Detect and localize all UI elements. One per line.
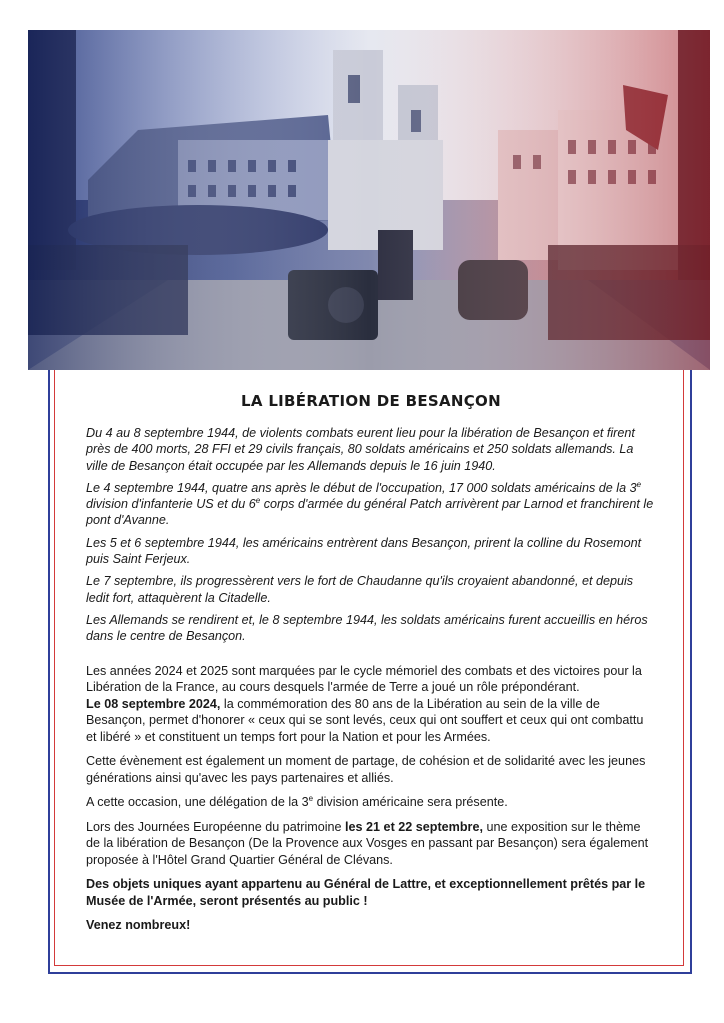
closing-text: Venez nombreux!	[86, 918, 191, 933]
history-section	[86, 425, 656, 645]
closing-paragraph	[86, 917, 656, 934]
history-paragraph: Du 4 au 8 septembre 1944, de violents combats eurent lieu pour la libération de Besançon et firent près de 400 morts, 28 FFI et 29 civils français, 80 soldats américains et 250 soldats allemands. La ville de Besançon était occupée par les Allemands depuis le 16 juin 1940.	[86, 426, 635, 473]
delegation-text-a: A cette occasion, une délégation de la 3	[86, 795, 309, 810]
history-paragraph: Le 7 septembre, ils progressèrent vers le fort de Chaudanne qu'ils croyaient abandonné, et depuis ledit fort, attaquèrent la Citadelle.	[86, 574, 634, 605]
heritage-paragraph	[86, 819, 656, 869]
heritage-dates: les 21 et 22 septembre,	[345, 819, 483, 834]
sharing-paragraph: Cette évènement est également un moment de partage, de cohésion et de solidarité avec les jeunes générations ainsi qu'avec les pays partenaires et alliés.	[86, 754, 646, 785]
commemoration-date-paragraph	[86, 696, 656, 746]
ordinal-sup: e	[255, 496, 261, 505]
commemoration-paragraph: Les années 2024 et 2025 sont marquées par le cycle mémoriel des combats et des victoires pour la Libération de la France, au cours desquels l'armée de Terre a joué un rôle prépondérant.	[86, 663, 642, 695]
history-paragraph: Les 5 et 6 septembre 1944, les américains entrèrent dans Besançon, prirent la colline du Rosemont puis Saint Ferjeux.	[86, 535, 642, 567]
article	[86, 392, 656, 942]
heritage-text-b: une exposition sur le thème de la libération de Besançon (De la Provence aux Vosges en passant par Besançon) sera également proposée à l'Hôtel Grand Quartier Général de Clévans.	[86, 819, 649, 867]
commemoration-text: la commémoration des 80 ans de la Libération au sein de la ville de Besançon, permet d'honorer « ceux qui se sont levés, ceux qui ont souffert et ceux qui ont combattu et libéré » et constituent un temps fort pour la Nation et pour les Armées.	[86, 696, 644, 744]
history-paragraph: Le 4 septembre 1944, quatre ans après le début de l'occupation, 17 000 soldats américains de la 3e division d'infanterie US et du 6e corps d'armée du général Patch arrivèrent par Larnod et franchirent le pont d'Avanne.	[86, 479, 654, 528]
page-title: LA LIBÉRATION DE BESANÇON	[241, 392, 501, 410]
ordinal-sup: e	[308, 793, 314, 803]
liberation-photo-illustration	[28, 30, 710, 370]
objects-paragraph	[86, 876, 656, 909]
objects-text: Des objets uniques ayant appartenu au Général de Lattre, et exceptionnellement prêtés par le Musée de l'Armée, seront présentés au public !	[86, 877, 646, 908]
commemoration-section	[86, 663, 656, 934]
ordinal-sup: e	[636, 479, 642, 489]
history-paragraph: Les Allemands se rendirent et, le 8 septembre 1944, les soldats américains furent accueillis en héros dans le centre de Besançon.	[86, 612, 648, 644]
heritage-text-a: Lors des Journées Européenne du patrimoine	[86, 819, 346, 834]
delegation-text-b: division américaine sera présente.	[313, 795, 508, 810]
liberation-photo	[28, 30, 710, 370]
commemoration-date: Le 08 septembre 2024,	[86, 696, 221, 711]
delegation-paragraph	[86, 794, 656, 811]
